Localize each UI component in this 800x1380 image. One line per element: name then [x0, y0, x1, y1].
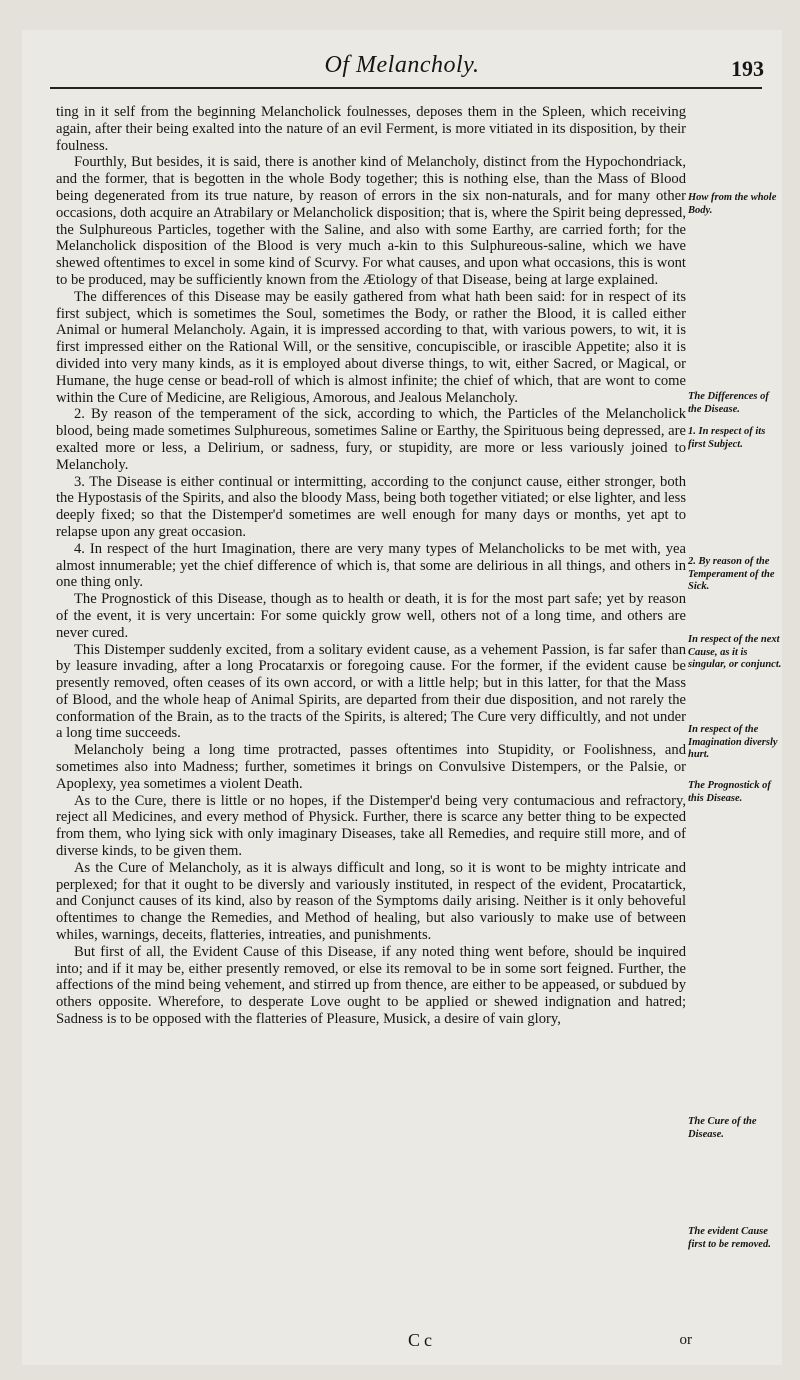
paragraph-distemper: This Distemper suddenly excited, from a solitary evident cause, as a vehement Passion, is far safer than by leasure invading, after a long Procatarxis or foregoing cause. For the former, if the evident cause be presently removed, often ceases of its own accord, or with a little help; but in this latter, for that the Mass of Blood, and the whole heap of Animal Spirits, are departed from their due disposition, and not rarely the conformation of the Brain, as to the tracts of the Spirits, is altered; The Cure very difficultly, and not under a long time succeeds.: [56, 641, 686, 742]
margin-note: The Differences of the Disease.: [688, 391, 769, 415]
signature-mark: Cc: [408, 1330, 436, 1350]
paragraph-protracted: Melancholy being a long time protracted, passes oftentimes into Stupidity, or Foolishness, and sometimes also into Madness; further, sometimes it brings on Convulsive Distempers, or the Palsie, or Apoplexy, yea sometimes a violent Death.: [56, 742, 686, 792]
margin-note: 1. In respect of its first Subject.: [688, 426, 766, 450]
book-page: [22, 30, 782, 1365]
margin-note: The evident Cause first to be removed.: [688, 1226, 771, 1250]
page-number: 193: [731, 56, 764, 81]
margin-note: In respect of the next Cause, as it is singular, or conjunct.: [688, 634, 782, 671]
running-header: [22, 30, 782, 90]
paragraph-continual: 3. The Disease is either continual or intermitting, according to the conjunct cause, either stronger, both the Hypostasis of the Spirits, and also the bloody Mass, being both together vitiated; or else lighter, and less deeply fixed; so that the Distemper'd sometimes are well enough for many days or months, yet apt to relapse upon any great occasion.: [56, 473, 686, 540]
paragraph-differences: The differences of this Disease may be easily gathered from what hath been said: for in respect of its first subject, which is sometimes the Soul, sometimes the Body, or rather the Blood, it is called either Animal or humeral Melancholy. Again, it is impressed according to that, with various powers, to wit, it is first impressed either on the Rational Will, or the sensitive, concupiscible, or irascible Appetite; also it is divided into very many kinds, as it is employed about diverse things, to wit, either Sacred, or Magical, or Humane, the huge cense or bead-roll of which is almost infinite; the chief of which, that are wont to come within the Cure of Medicine, are Religious, Amorous, and Jealous Melancholy.: [56, 288, 686, 406]
paragraph-cure-hopes: As to the Cure, there is little or no hopes, if the Distemper'd being very contumacious and refractory, reject all Medicines, and every method of Physick. Further, there is scarce any better thing to be expected from them, who lying sick with only imaginary Diseases, take all Remedies, and require still more, and of diverse kinds, to be given them.: [56, 792, 686, 860]
margin-note: How from the whole Body.: [688, 192, 777, 216]
margin-note: 2. By reason of the Temperament of the Sick.: [688, 556, 775, 593]
page-footer: [22, 1330, 782, 1360]
margin-note: In respect of the Imagination diversly hurt.: [688, 724, 778, 761]
paragraph-evident-cause: But first of all, the Evident Cause of this Disease, if any noted thing went before, should be inquired into; and if it may be, either presently removed, or else its removal to be in some sort feigned. Further, the affections of the mind being vehement, and stirred up from thence, are either to be appeased, or subdued by others opposite. Wherefore, to desperate Love ought to be applied or shewed indignation and hatred; Sadness is to be opposed with the flatteries of Pleasure, Musick, a desire of vain glory,: [56, 943, 686, 1028]
paragraph-imagination: 4. In respect of the hurt Imagination, there are very many types of Melancholicks to be met with, yea almost innumerable; yet the chief difference of which is, that some are delirious in all things, and others in one thing only.: [56, 540, 686, 591]
catchword: or: [679, 1332, 692, 1348]
paragraph-prognostick: The Prognostick of this Disease, though as to health or death, it is for the most part safe; yet by reason of the event, it is very uncertain: For some quickly grow well, others not of a long time, and others are never cured.: [56, 591, 686, 641]
main-text: [56, 104, 686, 1028]
margin-note: The Cure of the Disease.: [688, 1116, 757, 1140]
paragraph-fourthly: Fourthly, But besides, it is said, there is another kind of Melancholy, distinct from the Hypochondriack, and the former, that is begotten in the whole Body together; this is nothing else, than the Mass of Blood being degenerated from its true nature, by reason of errors in the six non-naturals, and for many other occasions, doth acquire an Atrabilary or Melancholick disposition; that is, where the Spirit being depressed, the Sulphureous Particles, together with the Saline, and also with some Earthy, are carried forth; for the Melancholick disposition of the Blood is very much a-kin to this Sulphureous-saline, which we have shewed oftentimes to excel in some kind of Scurvy. For what causes, and upon what occasions, this is wont to be produced, may be sufficiently known from the Ætiology of that Disease, being at large explained.: [56, 154, 686, 288]
running-title: Of Melancholy.: [324, 52, 480, 78]
paragraph-temperament: 2. By reason of the temperament of the sick, according to which, the Particles of the Melancholick blood, being made sometimes Sulphureous, sometimes Saline or Earthy, the Spirituous being depressed, are exalted more or less, a Delirium, or sadness, fury, or stupidity, are more or less variously joined to Melancholy.: [56, 406, 686, 473]
paragraph-cure: As the Cure of Melancholy, as it is always difficult and long, so it is wont to be mighty intricate and perplexed; for that it ought to be diversly and variously instituted, in respect of the evident, Procatartick, and Conjunct causes of its kind, also by reason of the Symptoms daily arising. Neither is it only behoveful oftentimes to change the Remedies, and Method of healing, but also variously to make use of between whiles, warnings, deceits, flatteries, intreaties, and punishments.: [56, 859, 686, 944]
paragraph-continuation: ting in it self from the beginning Melancholick foulnesses, deposes them in the Spleen, which receiving again, after their being exalted into the nature of an evil Ferment, is more vitiated in its disposition, by their foulness.: [56, 104, 686, 154]
header-rule: [50, 87, 762, 89]
margin-note: The Prognostick of this Disease.: [688, 780, 771, 804]
